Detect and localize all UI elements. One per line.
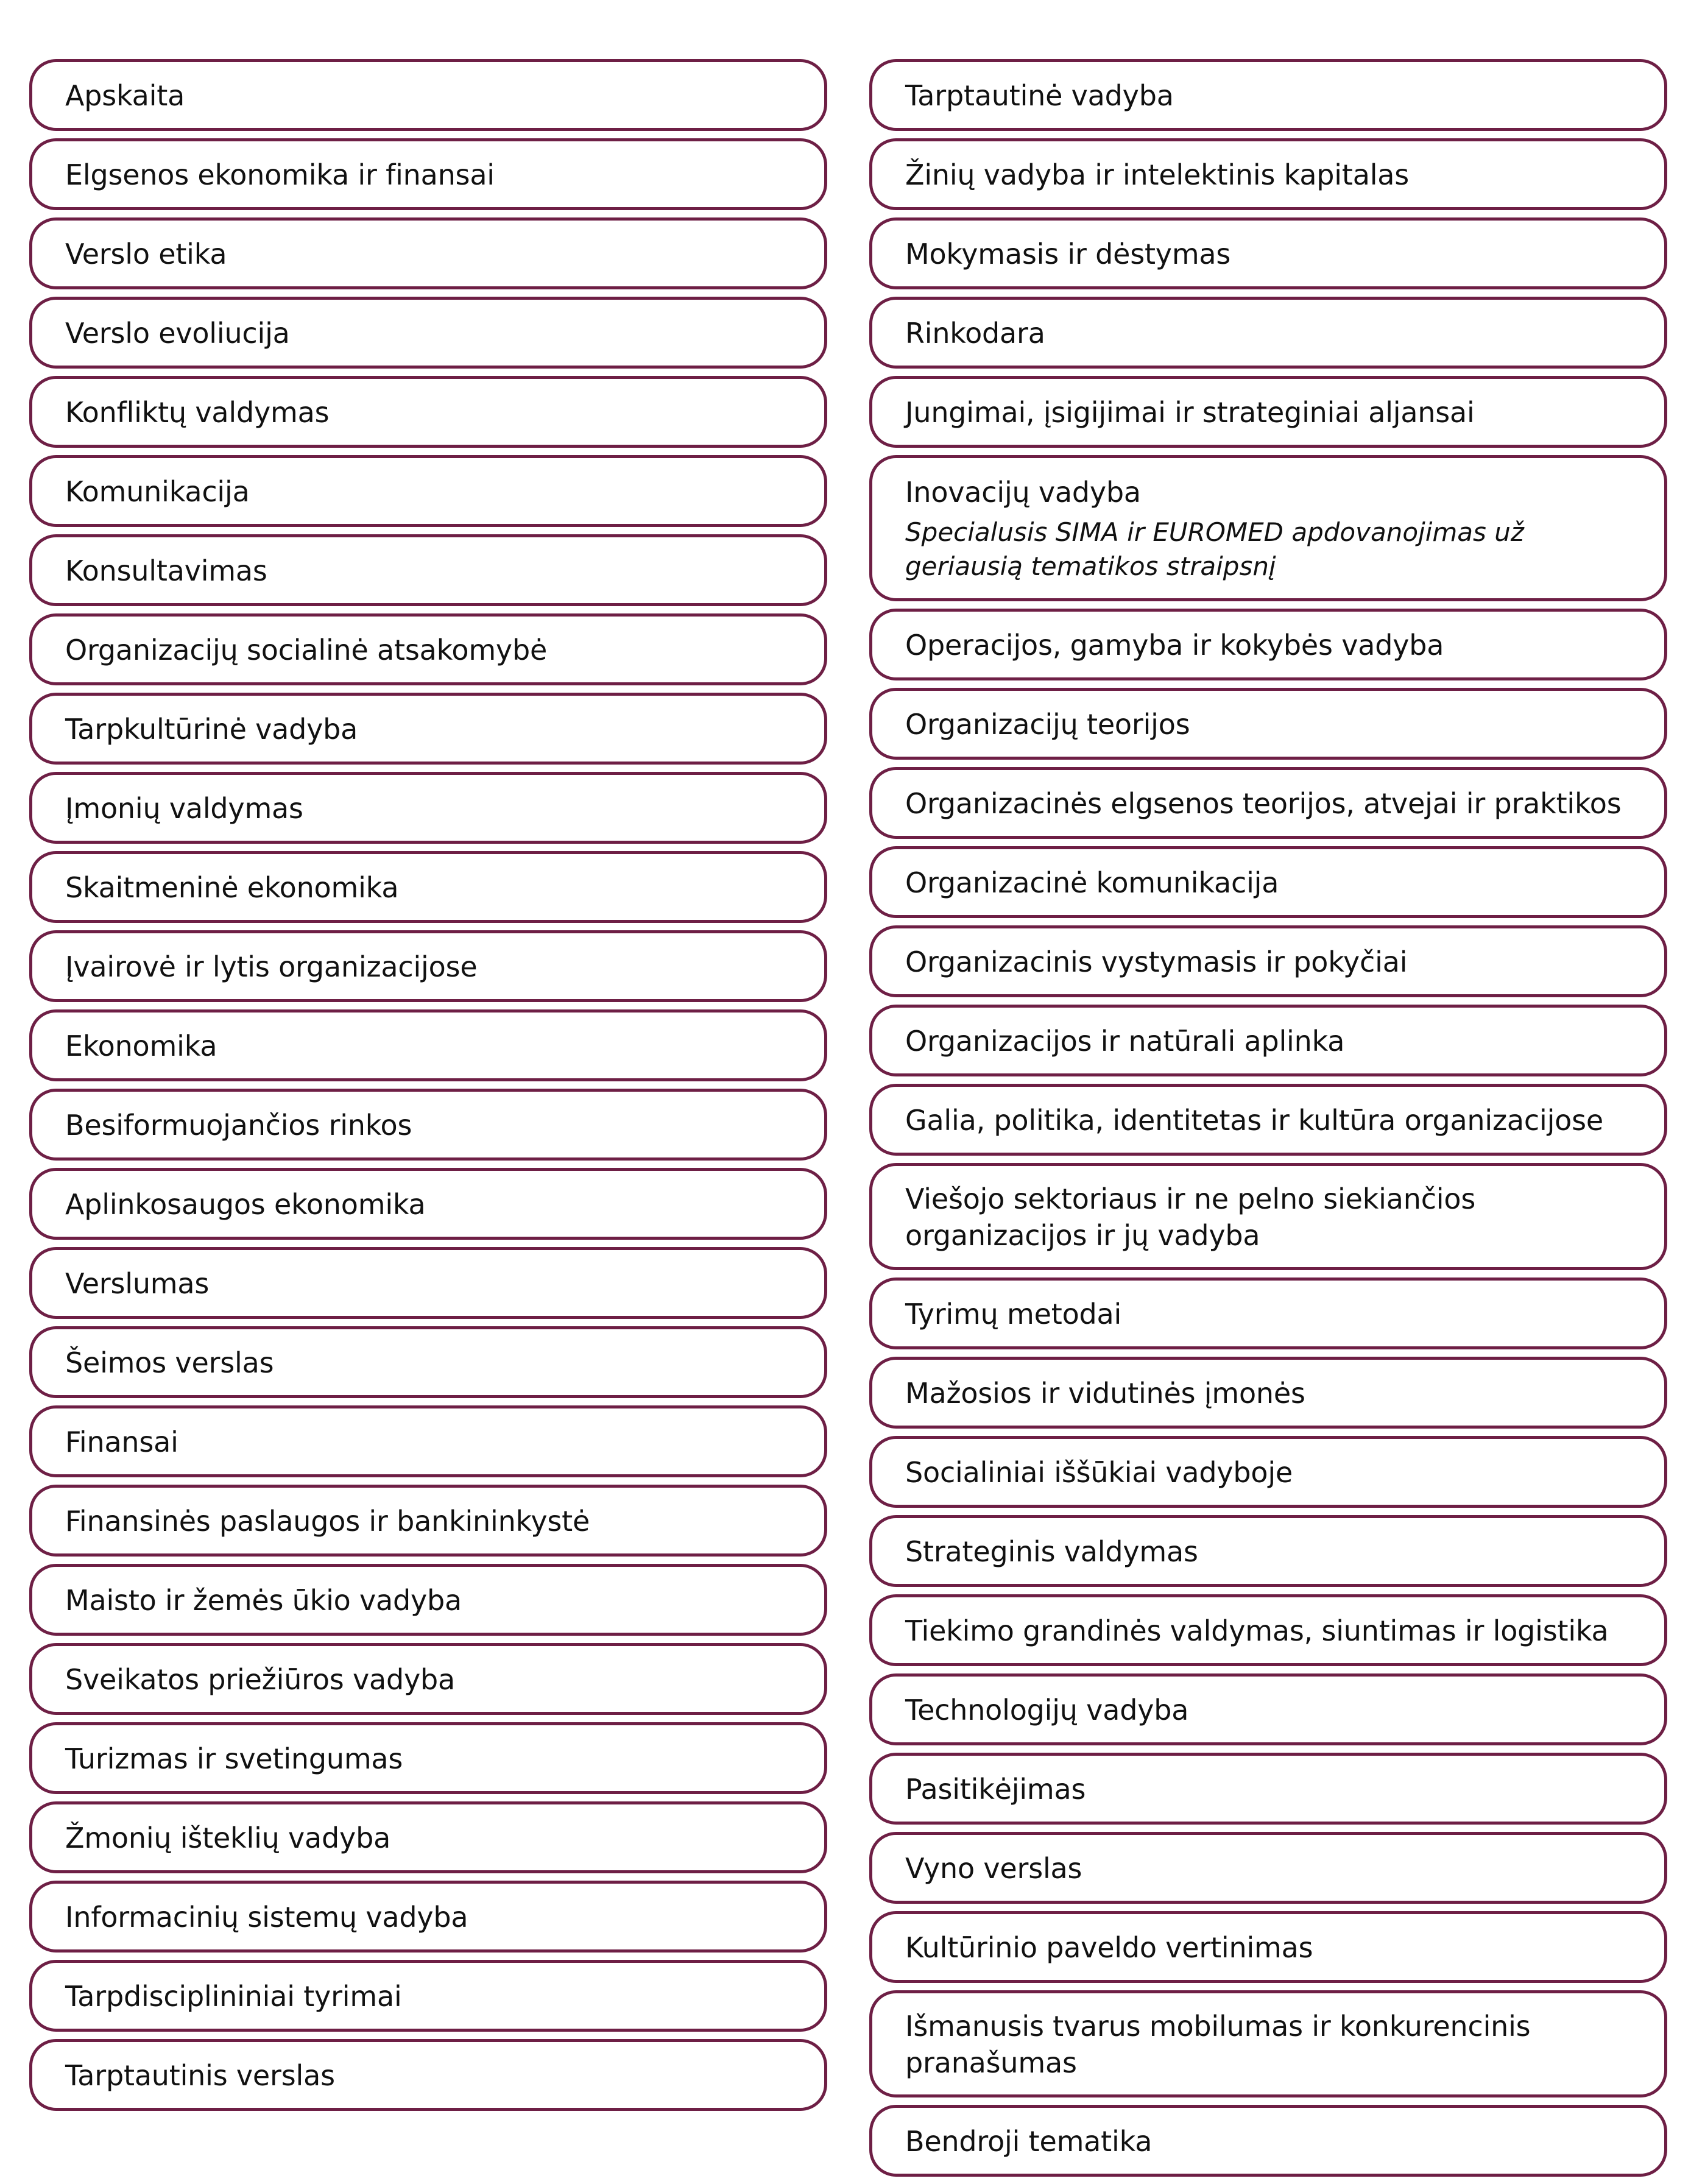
topic-label: Vyno verslas bbox=[905, 1852, 1082, 1885]
topic-label: Kultūrinio paveldo vertinimas bbox=[905, 1931, 1313, 1964]
topic-label: Verslo etika bbox=[65, 238, 227, 270]
topic-label: Organizacinės elgsenos teorijos, atvejai ir praktikos bbox=[905, 787, 1622, 820]
topic-label: Rinkodara bbox=[905, 317, 1045, 350]
topic-item-organizaciju-socialine-atsakomybe bbox=[29, 613, 827, 685]
topic-item-finansai bbox=[29, 1405, 827, 1477]
topic-item-ismanusis-tvarus-mobilumas-ir-konkurencinis-pranasumas bbox=[869, 1990, 1667, 2097]
topic-item-technologiju-vadyba bbox=[869, 1673, 1667, 1745]
topic-label: Maisto ir žemės ūkio vadyba bbox=[65, 1584, 462, 1617]
topic-item-tarpkulturine-vadyba bbox=[29, 693, 827, 765]
topic-item-verslumas bbox=[29, 1247, 827, 1319]
topic-item-zmoniu-istekliu-vadyba bbox=[29, 1801, 827, 1873]
topic-item-galia-politika-identitetas-ir-kultura-organizacijose bbox=[869, 1084, 1667, 1156]
topic-item-organizaciju-teorijos bbox=[869, 688, 1667, 760]
topic-label: Organizacinis vystymasis ir pokyčiai bbox=[905, 945, 1408, 978]
topic-label: Tarpkultūrinė vadyba bbox=[65, 713, 358, 746]
topic-item-organizacijos-ir-naturali-aplinka bbox=[869, 1005, 1667, 1076]
topic-item-verslo-evoliucija bbox=[29, 297, 827, 369]
topic-item-vyno-verslas bbox=[869, 1832, 1667, 1904]
topic-item-kulturinio-paveldo-vertinimas bbox=[869, 1911, 1667, 1983]
topic-label: Mokymasis ir dėstymas bbox=[905, 238, 1231, 270]
topic-label: Organizacijų teorijos bbox=[905, 708, 1190, 741]
topic-label: Galia, politika, identitetas ir kultūra organizacijose bbox=[905, 1104, 1603, 1137]
right-topic-column bbox=[869, 59, 1667, 2184]
topic-label: Jungimai, įsigijimai ir strateginiai aljansai bbox=[905, 396, 1475, 429]
topic-item-besiformuojancios-rinkos bbox=[29, 1089, 827, 1161]
topic-item-imoniu-valdymas bbox=[29, 772, 827, 844]
topic-item-aplinkosaugos-ekonomika bbox=[29, 1168, 827, 1240]
topic-label: Šeimos verslas bbox=[65, 1346, 274, 1379]
topic-item-ivairove-ir-lytis-organizacijose bbox=[29, 930, 827, 1002]
topic-item-ziniu-vadyba-ir-intelektinis-kapitalas bbox=[869, 138, 1667, 210]
topic-label: Bendroji tematika bbox=[905, 2125, 1153, 2158]
topic-item-verslo-etika bbox=[29, 217, 827, 289]
topic-label: Technologijų vadyba bbox=[905, 1694, 1189, 1726]
topic-label: Įvairovė ir lytis organizacijose bbox=[65, 950, 478, 983]
topic-label: Apskaita bbox=[65, 79, 185, 112]
topic-label: Elgsenos ekonomika ir finansai bbox=[65, 158, 495, 191]
topic-item-jungimai-isigijimai-ir-strateginiai-aljansai bbox=[869, 376, 1667, 448]
topic-label: Finansai bbox=[65, 1426, 178, 1458]
topic-item-inovaciju-vadyba bbox=[869, 455, 1667, 601]
topic-item-sveikatos-prieziuros-vadyba bbox=[29, 1643, 827, 1715]
topic-label: Pasitikėjimas bbox=[905, 1773, 1086, 1806]
left-topic-column bbox=[29, 59, 827, 2118]
topic-item-viesojo-sektoriaus-ir-ne-pelno-siekiancios-organizacijos-ir-ju-vadyba bbox=[869, 1163, 1667, 1270]
topic-item-organizacine-komunikacija bbox=[869, 846, 1667, 918]
topic-label: Ekonomika bbox=[65, 1030, 217, 1062]
topic-label: Besiformuojančios rinkos bbox=[65, 1109, 412, 1142]
topic-label: Organizacinė komunikacija bbox=[905, 866, 1279, 899]
topic-item-operacijos-gamyba-ir-kokybes-vadyba bbox=[869, 609, 1667, 680]
topic-item-tarptautine-vadyba bbox=[869, 59, 1667, 131]
topic-item-mazosios-ir-vidutines-imones bbox=[869, 1357, 1667, 1429]
topic-item-turizmas-ir-svetingumas bbox=[29, 1722, 827, 1794]
topic-label: Konsultavimas bbox=[65, 554, 267, 587]
topic-label: Inovacijų vadyba bbox=[905, 476, 1141, 509]
topic-item-skaitmenine-ekonomika bbox=[29, 851, 827, 923]
topic-label: Socialiniai iššūkiai vadyboje bbox=[905, 1456, 1293, 1489]
topic-label: Žinių vadyba ir intelektinis kapitalas bbox=[905, 158, 1410, 191]
topic-item-ekonomika bbox=[29, 1009, 827, 1081]
topic-item-rinkodara bbox=[869, 297, 1667, 369]
topic-label: Operacijos, gamyba ir kokybės vadyba bbox=[905, 629, 1444, 662]
topic-label: Finansinės paslaugos ir bankininkystė bbox=[65, 1505, 590, 1538]
topic-item-maisto-ir-zemes-ukio-vadyba bbox=[29, 1564, 827, 1636]
topic-item-informaciniu-sistemu-vadyba bbox=[29, 1881, 827, 1953]
topic-label: Tarptautinis verslas bbox=[65, 2059, 335, 2092]
topic-item-mokymasis-ir-destymas bbox=[869, 217, 1667, 289]
topic-item-finansines-paslaugos-ir-bankininkyste bbox=[29, 1485, 827, 1557]
topic-label: Įmonių valdymas bbox=[65, 792, 303, 825]
topic-label: Tarpdisciplininiai tyrimai bbox=[65, 1980, 402, 2013]
topic-award-note: Specialusis SIMA ir EUROMED apdovanojimas už geriausią tematikos straipsnį bbox=[905, 517, 1524, 581]
topic-item-organizacines-elgsenos-teorijos-atvejai-ir-praktikos bbox=[869, 767, 1667, 839]
topic-label: Verslo evoliucija bbox=[65, 317, 290, 350]
topic-label: Žmonių išteklių vadyba bbox=[65, 1822, 391, 1854]
topic-label: Turizmas ir svetingumas bbox=[65, 1742, 403, 1775]
topic-label: Aplinkosaugos ekonomika bbox=[65, 1188, 426, 1221]
topic-label: Viešojo sektoriaus ir ne pelno siekiančios organizacijos ir jų vadyba bbox=[905, 1182, 1476, 1252]
topic-label: Organizacijos ir natūrali aplinka bbox=[905, 1025, 1345, 1058]
topic-label: Išmanusis tvarus mobilumas ir konkurencinis pranašumas bbox=[905, 2010, 1531, 2079]
topic-item-socialiniai-issukiai-vadyboje bbox=[869, 1436, 1667, 1508]
topic-item-strateginis-valdymas bbox=[869, 1515, 1667, 1587]
topic-item-elgsenos-ekonomika-ir-finansai bbox=[29, 138, 827, 210]
topic-item-komunikacija bbox=[29, 455, 827, 527]
topic-label: Tyrimų metodai bbox=[905, 1298, 1122, 1331]
topic-item-konsultavimas bbox=[29, 534, 827, 606]
topic-label: Tarptautinė vadyba bbox=[905, 79, 1174, 112]
topic-label: Tiekimo grandinės valdymas, siuntimas ir logistika bbox=[905, 1614, 1609, 1647]
topic-item-bendroji-tematika bbox=[869, 2105, 1667, 2177]
topic-label: Organizacijų socialinė atsakomybė bbox=[65, 634, 548, 666]
topic-label: Konfliktų valdymas bbox=[65, 396, 330, 429]
topic-label: Mažosios ir vidutinės įmonės bbox=[905, 1377, 1305, 1410]
topic-label: Verslumas bbox=[65, 1267, 210, 1300]
topic-item-organizacinis-vystymasis-ir-pokyciai bbox=[869, 925, 1667, 997]
topic-item-tarptautinis-verslas bbox=[29, 2039, 827, 2111]
topic-item-pasitikejimas bbox=[869, 1753, 1667, 1825]
topic-item-tyrimu-metodai bbox=[869, 1278, 1667, 1349]
topic-item-tarpdisciplininiai-tyrimai bbox=[29, 1960, 827, 2032]
topic-label: Skaitmeninė ekonomika bbox=[65, 871, 399, 904]
topic-label: Komunikacija bbox=[65, 475, 250, 508]
topic-label: Informacinių sistemų vadyba bbox=[65, 1901, 468, 1934]
topic-item-seimos-verslas bbox=[29, 1326, 827, 1398]
topic-label: Sveikatos priežiūros vadyba bbox=[65, 1663, 456, 1696]
topic-label: Strateginis valdymas bbox=[905, 1535, 1198, 1568]
topic-item-apskaita bbox=[29, 59, 827, 131]
topic-item-konfliktu-valdymas bbox=[29, 376, 827, 448]
topic-item-tiekimo-grandines-valdymas-siuntimas-ir-logistika bbox=[869, 1594, 1667, 1666]
